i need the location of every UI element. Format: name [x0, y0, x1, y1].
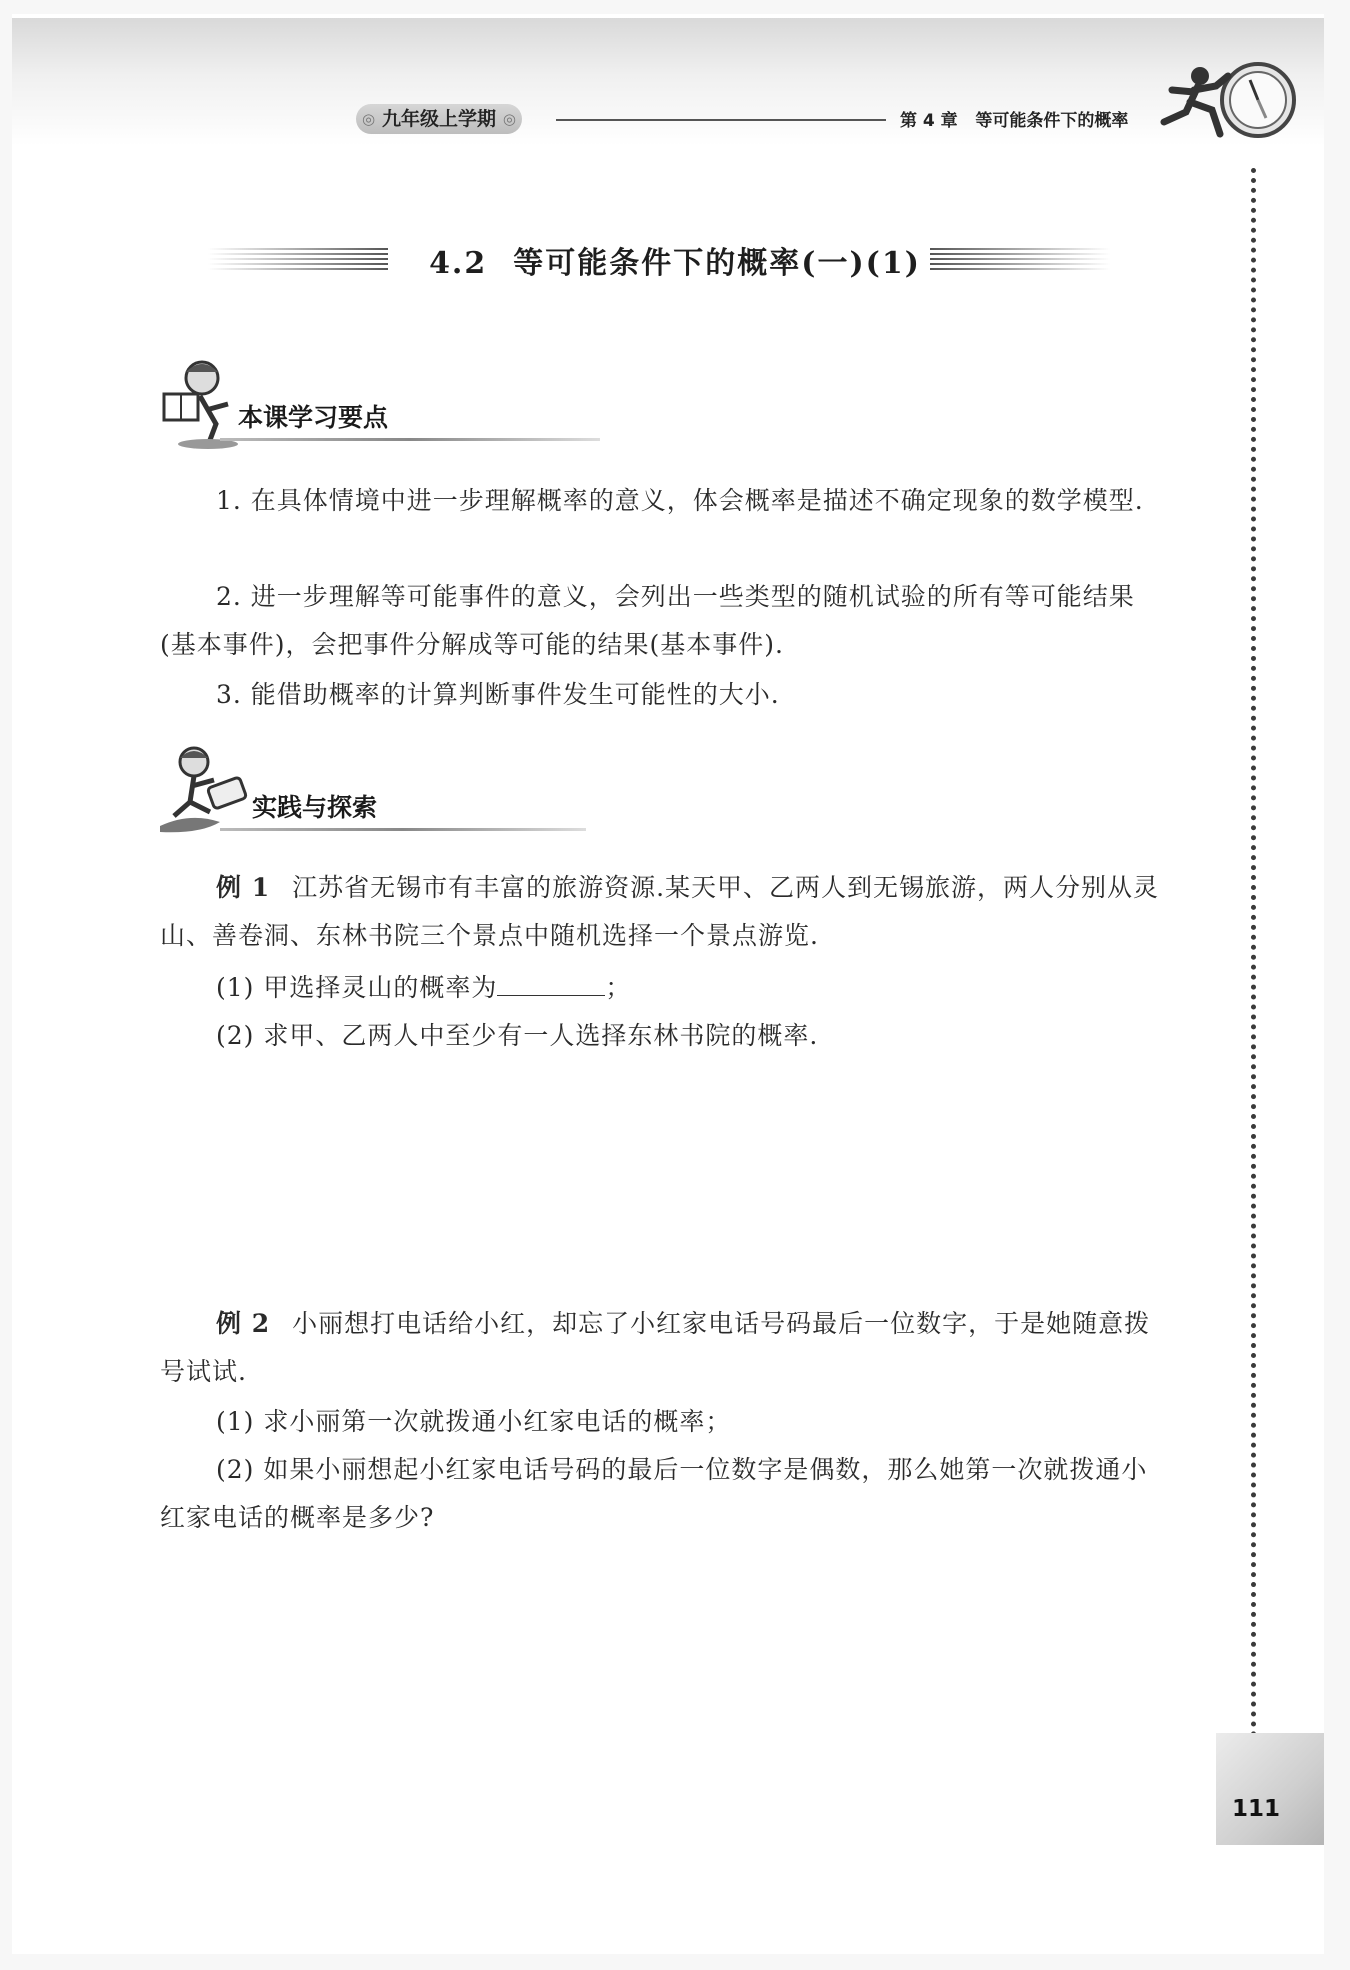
example-2-q2: (2) 如果小丽想起小红家电话号码的最后一位数字是偶数，那么她第一次就拨通小红家电话的概率是多少?	[160, 1455, 1148, 1532]
example-2-q1: (1) 求小丽第一次就拨通小红家电话的概率；	[216, 1407, 732, 1436]
key-point-2: 2. 进一步理解等可能事件的意义，会列出一些类型的随机试验的所有等可能结果(基本事件)，会把事件分解成等可能的结果(基本事件).	[160, 582, 1135, 659]
dotted-margin-rule	[1251, 168, 1256, 1738]
example-2	[160, 1300, 1160, 1396]
chapter-title: 第 4 章 等可能条件下的概率	[900, 111, 1129, 131]
example-1-q1-text: (1) 甲选择灵山的概率为	[216, 973, 498, 1002]
example-1-q1	[216, 964, 1216, 1012]
practice-heading: 实践与探索	[252, 793, 378, 822]
key-points-underline	[220, 438, 600, 441]
example-1-q2: (2) 求甲、乙两人中至少有一人选择东林书院的概率.	[216, 1021, 819, 1050]
page-number: 111	[1232, 1796, 1281, 1822]
example-1	[160, 864, 1160, 960]
example-2-text: 小丽想打电话给小红，却忘了小红家电话号码最后一位数字，于是她随意拨号试试.	[160, 1309, 1151, 1386]
section-title	[0, 238, 1350, 282]
key-point-1: 1. 在具体情境中进一步理解概率的意义，体会概率是描述不确定现象的数学模型.	[216, 486, 1144, 515]
header-divider	[556, 119, 886, 121]
section-number: 4.2	[429, 246, 488, 281]
section-name: 等可能条件下的概率(一)(1)	[513, 246, 921, 281]
example-2-label: 例 2	[216, 1309, 271, 1338]
practice-underline	[220, 828, 586, 831]
answer-blank[interactable]	[497, 973, 605, 996]
example-1-text: 江苏省无锡市有丰富的旅游资源.某天甲、乙两人到无锡旅游，两人分别从灵山、善卷洞、东林书院三个景点中随机选择一个景点游览.	[160, 873, 1160, 950]
example-1-q1-end: ；	[605, 973, 632, 1002]
runner-compass-icon	[1150, 56, 1300, 148]
page-number-tab	[1216, 1733, 1324, 1845]
key-point-3: 3. 能借助概率的计算判断事件发生可能性的大小.	[216, 680, 780, 709]
example-1-label: 例 1	[216, 873, 271, 902]
student-reading-icon	[160, 360, 240, 450]
grade-label: ◎ 九年级上学期 ◎	[356, 104, 522, 134]
key-points-heading: 本课学习要点	[238, 403, 389, 432]
student-surfing-icon	[160, 746, 250, 836]
